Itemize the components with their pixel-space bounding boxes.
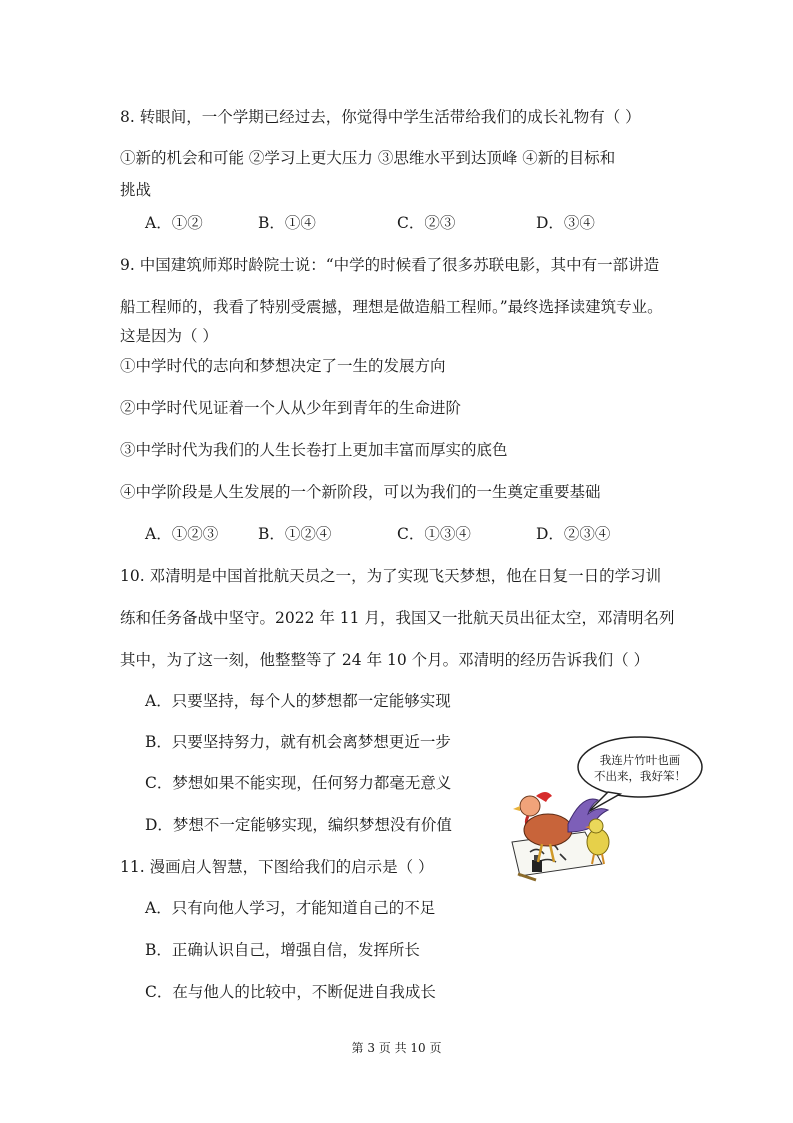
q8-option-d: D．③④ [536, 214, 595, 232]
q10-option-a: A．只要坚持，每个人的梦想都一定能够实现 [145, 692, 451, 710]
bubble-line-1: 我连片竹叶也画 [599, 753, 681, 767]
q10-stem-line2: 练和任务备战中坚守。2022 年 11 月，我国又一批航天员出征太空，邓清明名列 [120, 609, 675, 627]
q8-option-c: C．②③ [397, 214, 456, 232]
q9-item-1: ①中学时代的志向和梦想决定了一生的发展方向 [120, 357, 446, 375]
q8-stem: 8. 转眼间，一个学期已经过去，你觉得中学生活带给我们的成长礼物有（ ） [120, 108, 641, 126]
q8-items-line1: ①新的机会和可能 ②学习上更大压力 ③思维水平到达顶峰 ④新的目标和 [120, 149, 616, 167]
q8-option-b: B．①④ [258, 214, 316, 232]
q9-item-4: ④中学阶段是人生发展的一个新阶段，可以为我们的一生奠定重要基础 [120, 483, 601, 501]
q9-options [0, 524, 793, 544]
q9-option-d: D．②③④ [536, 525, 611, 543]
q11-option-a: A．只有向他人学习，才能知道自己的不足 [145, 899, 436, 917]
q9-item-2: ②中学时代见证着一个人从少年到青年的生命进阶 [120, 399, 462, 417]
q9-item-3: ③中学时代为我们的人生长卷打上更加丰富而厚实的底色 [120, 441, 508, 459]
q9-option-b: B．①②④ [258, 525, 332, 543]
q9-stem-line1: 9. 中国建筑师郑时龄院士说：“中学的时候看了很多苏联电影，其中有一部讲造 [120, 256, 660, 274]
q8-option-a: A．①② [145, 214, 203, 232]
q9-option-c: C．①③④ [397, 525, 471, 543]
bubble-line-2: 不出来，我好笨！ [594, 769, 686, 783]
q10-option-d: D．梦想不一定能够实现，编织梦想没有价值 [145, 816, 452, 834]
q10-stem-line1: 10. 邓清明是中国首批航天员之一，为了实现飞天梦想，他在日复一日的学习训 [120, 567, 662, 585]
q11-option-b: B．正确认识自己，增强自信，发挥所长 [145, 941, 420, 959]
q9-stem-line2: 船工程师的，我看了特别受震撼，理想是做造船工程师。”最终选择读建筑专业。 [120, 298, 663, 316]
page-footer: 第 3 页 共 10 页 [351, 1041, 442, 1055]
q8-options [0, 213, 793, 233]
q10-stem-line3: 其中，为了这一刻，他整整等了 24 年 10 个月。邓清明的经历告诉我们（ ） [120, 651, 650, 669]
ink-bottle [532, 860, 542, 872]
speech-bubble [578, 737, 702, 797]
q11-option-c: C．在与他人的比较中，不断促进自我成长 [145, 983, 436, 1001]
q9-option-a: A．①②③ [145, 525, 219, 543]
rooster-chick-cartoon [490, 734, 712, 884]
q9-stem-line3: 这是因为（ ） [120, 327, 218, 345]
q10-option-c: C．梦想如果不能实现，任何努力都毫无意义 [145, 774, 452, 792]
q11-stem: 11. 漫画启人智慧，下图给我们的启示是（ ） [120, 858, 434, 876]
q10-option-b: B．只要坚持努力，就有机会离梦想更近一步 [145, 733, 451, 751]
q8-items-line2: 挑战 [120, 181, 152, 199]
